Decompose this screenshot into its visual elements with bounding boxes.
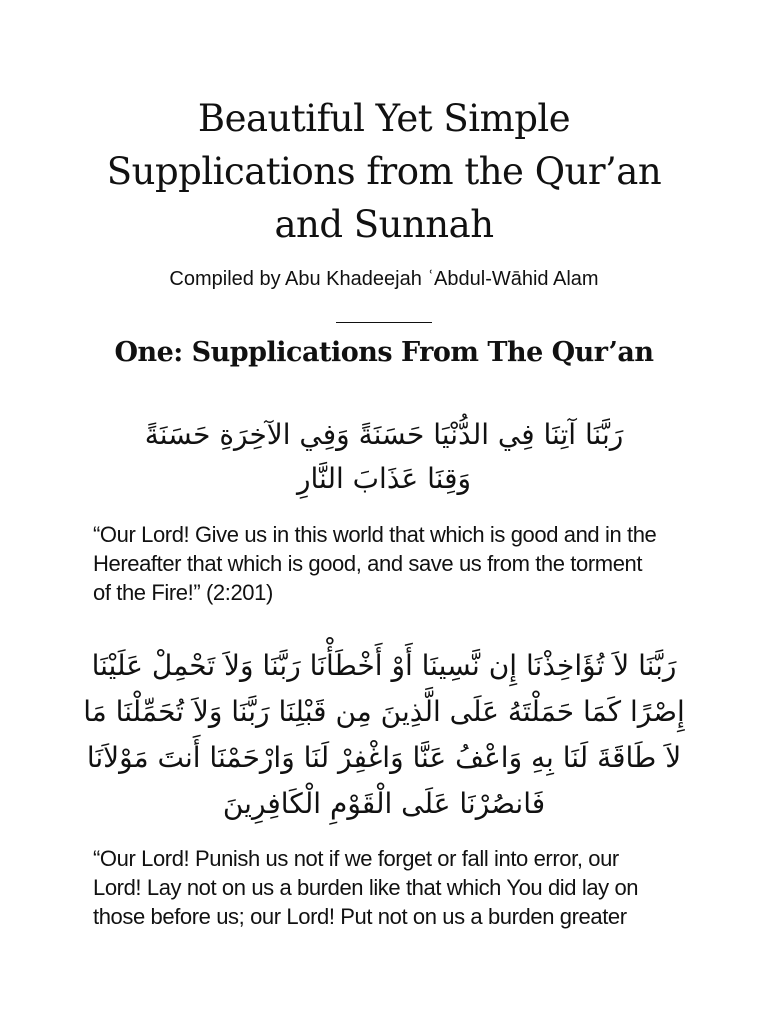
- title-line: and Sunnah: [274, 203, 494, 246]
- translation-line: of the Fire!” (2:201): [93, 580, 273, 605]
- title-line: Beautiful Yet Simple: [197, 97, 571, 140]
- translation-line: those before us; our Lord! Put not on us a burden greater: [93, 904, 627, 929]
- arabic-line: وَقِنَا عَذَابَ النَّارِ: [296, 462, 472, 495]
- translation-line: “Our Lord! Give us in this world that which is good and in the: [93, 522, 657, 547]
- arabic-line: فَانصُرْنَا عَلَى الْقَوْمِ الْكَافِرِينَ: [222, 787, 546, 820]
- author-byline: Compiled by Abu Khadeejah ʿAbdul-Wāhid Alam: [169, 268, 599, 290]
- arabic-line: لاَ طَاقَةَ لَنَا بِهِ وَاعْفُ عَنَّا وَاغْفِرْ لَنَا وَارْحَمْنَا أَنتَ مَوْلاَنَا: [86, 741, 682, 774]
- translation-supplication-2: [93, 844, 693, 931]
- translation-line: “Our Lord! Punish us not if we forget or fall into error, our: [93, 846, 619, 871]
- arabic-supplication-1: [60, 413, 708, 501]
- translation-line: Hereafter that which is good, and save us from the torment: [93, 551, 643, 576]
- translation-line: Lord! Lay not on us a burden like that which You did lay on: [93, 875, 639, 900]
- arabic-line: رَبَّنَا آتِنَا فِي الدُّنْيَا حَسَنَةً وَفِي الآخِرَةِ حَسَنَةً: [144, 418, 624, 451]
- arabic-line: إِصْرًا كَمَا حَمَلْتَهُ عَلَى الَّذِينَ مِن قَبْلِنَا رَبَّنَا وَلاَ تُحَمِّلْنَا مَا: [83, 695, 685, 728]
- section-heading: One: Supplications From The Qur’an: [114, 337, 654, 368]
- document-title: [60, 92, 708, 251]
- arabic-supplication-2: [60, 643, 708, 827]
- title-line: Supplications from the Qur’an: [106, 150, 662, 193]
- translation-supplication-1: [93, 520, 693, 607]
- arabic-line: رَبَّنَا لاَ تُؤَاخِذْنَا إِن نَّسِينَا أَوْ أَخْطَأْنَا رَبَّنَا وَلاَ تَحْمِلْ عَلَيْنَا: [91, 649, 677, 682]
- section-divider: [336, 322, 432, 323]
